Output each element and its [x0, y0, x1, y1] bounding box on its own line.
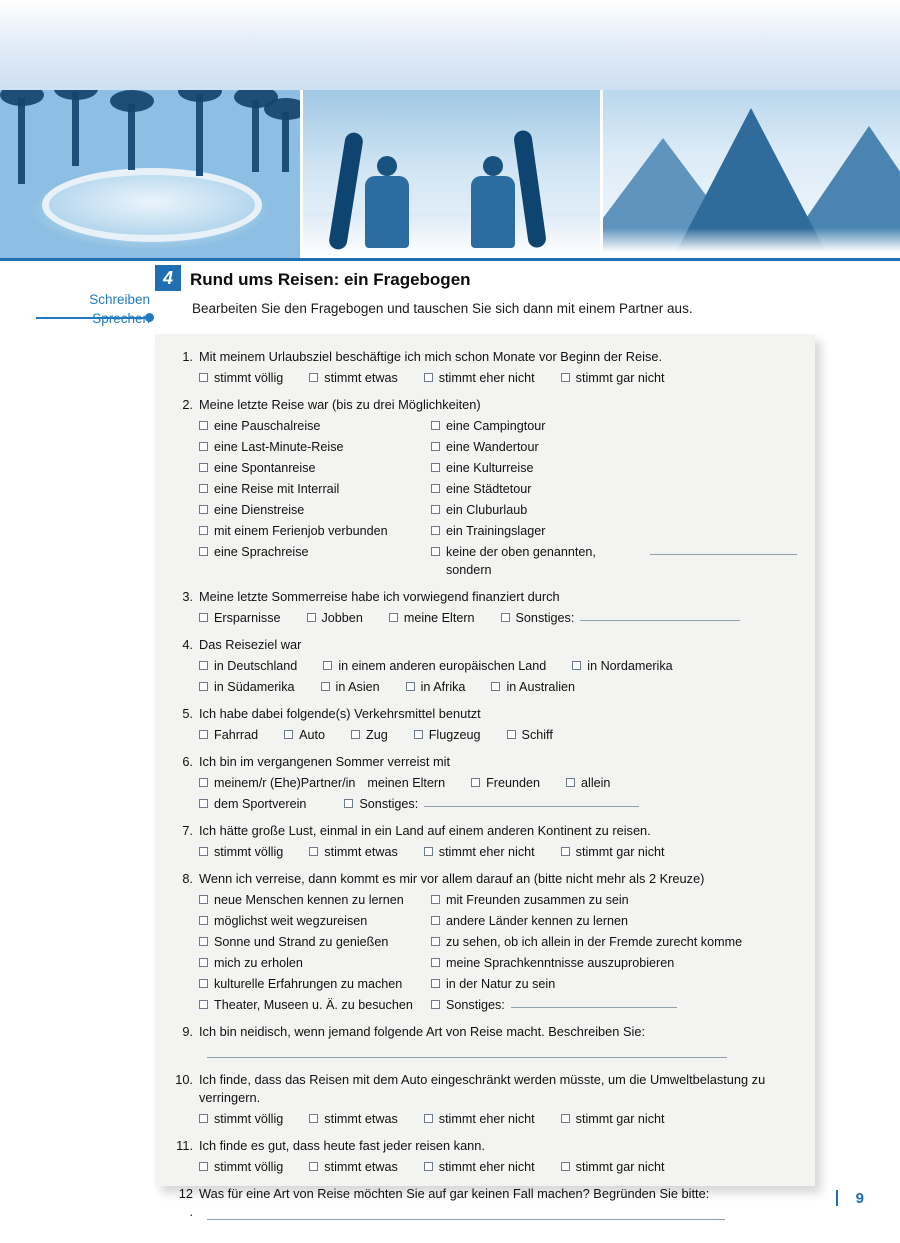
option-label: in Australien — [506, 680, 576, 694]
option-label: stimmt gar nicht — [575, 845, 665, 859]
question-number: 3. — [182, 589, 193, 604]
option-label: ein Cluburlaub — [446, 503, 528, 517]
checkbox-icon[interactable] — [351, 730, 360, 739]
checkbox-icon[interactable] — [507, 730, 516, 739]
checkbox-icon[interactable] — [431, 442, 440, 451]
checkbox-option[interactable] — [424, 843, 535, 861]
checkbox-option[interactable] — [431, 459, 797, 477]
checkbox-option[interactable] — [307, 609, 363, 627]
checkbox-icon[interactable] — [572, 661, 581, 670]
checkbox-option[interactable] — [431, 912, 797, 930]
option-label: in Südamerika — [214, 680, 295, 694]
checkbox-option[interactable] — [424, 1110, 535, 1128]
checkbox-option[interactable] — [199, 438, 431, 456]
option-column-left — [199, 414, 431, 579]
checkbox-option[interactable] — [199, 912, 431, 930]
option-label: möglichst weit wegzureisen — [214, 914, 368, 928]
checkbox-icon[interactable] — [424, 373, 433, 382]
question-12 — [175, 1185, 797, 1224]
question-number: 10. — [175, 1072, 193, 1087]
option-label: eine Campingtour — [446, 419, 546, 433]
pool-shape — [42, 168, 262, 242]
checkbox-option[interactable] — [199, 1158, 283, 1176]
checkbox-icon[interactable] — [199, 916, 208, 925]
palm-tree-icon — [72, 92, 79, 166]
option-label: Freunden — [486, 776, 541, 790]
question-9 — [175, 1023, 797, 1062]
checkbox-option[interactable] — [199, 609, 281, 627]
checkbox-option[interactable] — [501, 609, 741, 627]
option-label: stimmt gar nicht — [575, 1112, 665, 1126]
head-shape — [377, 156, 397, 176]
option-label: in Afrika — [420, 680, 466, 694]
checkbox-option[interactable] — [284, 726, 325, 744]
question-text: Wenn ich verreise, dann kommt es mir vor allem darauf an (bitte nicht mehr als 2 Kreuze) — [199, 871, 705, 886]
option-label: neue Menschen kennen zu lernen — [214, 893, 404, 907]
palm-tree-icon — [128, 104, 135, 170]
option-label: meine Sprachkenntnisse auszuprobieren — [446, 956, 675, 970]
option-label: Theater, Museen u. Ä. zu besuchen — [214, 998, 413, 1012]
checkbox-icon[interactable] — [199, 895, 208, 904]
checkbox-option[interactable] — [431, 438, 797, 456]
question-text: Ich habe dabei folgende(s) Verkehrsmittel benutzt — [199, 706, 481, 721]
checkbox-option[interactable] — [431, 891, 797, 909]
question-11 — [175, 1137, 797, 1176]
option-label: eine Sprachreise — [214, 545, 309, 559]
question-8 — [175, 870, 797, 1014]
question-number: 7. — [182, 823, 193, 838]
checkbox-icon[interactable] — [561, 847, 570, 856]
checkbox-icon[interactable] — [344, 799, 353, 808]
option-label: eine Pauschalreise — [214, 419, 321, 433]
option-column-right — [431, 888, 797, 1014]
checkbox-option[interactable] — [561, 1110, 665, 1128]
checkbox-option[interactable] — [199, 996, 431, 1014]
option-label: Auto — [299, 728, 326, 742]
option-label: andere Länder kennen zu lernen — [446, 914, 629, 928]
checkbox-icon[interactable] — [414, 730, 423, 739]
checkbox-option[interactable] — [367, 774, 445, 792]
checkbox-icon[interactable] — [431, 958, 440, 967]
question-number: 11. — [176, 1138, 193, 1153]
checkbox-icon[interactable] — [199, 463, 208, 472]
option-label: stimmt eher nicht — [438, 1160, 535, 1174]
checkbox-icon[interactable] — [431, 937, 440, 946]
checkbox-icon[interactable] — [199, 979, 208, 988]
checkbox-icon[interactable] — [561, 1162, 570, 1171]
checkbox-icon[interactable] — [491, 682, 500, 691]
option-row — [199, 723, 797, 744]
checkbox-icon[interactable] — [323, 661, 332, 670]
palm-tree-icon — [252, 100, 259, 172]
checkbox-icon[interactable] — [199, 778, 208, 787]
question-number: 4. — [182, 637, 193, 652]
checkbox-icon[interactable] — [199, 682, 208, 691]
checkbox-option[interactable] — [309, 369, 397, 387]
option-label: eine Kulturreise — [446, 461, 534, 475]
option-label: allein — [581, 776, 611, 790]
checkbox-icon[interactable] — [431, 979, 440, 988]
checkbox-option[interactable] — [431, 933, 797, 951]
option-row — [199, 606, 797, 627]
checkbox-icon[interactable] — [199, 937, 208, 946]
option-label: in Deutschland — [214, 659, 298, 673]
question-text: Ich bin neidisch, wenn jemand folgende Art von Reise macht. Beschreiben Sie: — [199, 1024, 646, 1039]
skill-bullet-dot — [145, 313, 154, 322]
option-label: stimmt etwas — [324, 1160, 398, 1174]
skill-labels — [30, 290, 150, 328]
option-row — [199, 1155, 797, 1176]
option-label: meinem/r (Ehe)Partner/in — [214, 776, 356, 790]
checkbox-icon[interactable] — [431, 421, 440, 430]
question-text: Ich hätte große Lust, einmal in ein Land auf einem anderen Kontinent zu reisen. — [199, 823, 651, 838]
checkbox-option[interactable] — [199, 459, 431, 477]
page-title: Rund ums Reisen: ein Fragebogen — [190, 270, 471, 289]
checkbox-option[interactable] — [431, 543, 797, 579]
checkbox-option[interactable] — [431, 954, 797, 972]
checkbox-icon[interactable] — [424, 847, 433, 856]
checkbox-option[interactable] — [424, 1158, 535, 1176]
question-3 — [175, 588, 797, 627]
option-label: stimmt eher nicht — [438, 845, 535, 859]
checkbox-icon[interactable] — [199, 526, 208, 535]
checkbox-icon[interactable] — [199, 1114, 208, 1123]
photo-mountains — [603, 90, 900, 258]
checkbox-icon[interactable] — [199, 958, 208, 967]
option-label: in der Natur zu sein — [446, 977, 556, 991]
option-label: Zug — [366, 728, 388, 742]
top-gradient-band — [0, 0, 900, 90]
option-label: ein Trainingslager — [446, 524, 546, 538]
checkbox-icon[interactable] — [199, 847, 208, 856]
option-row — [199, 771, 797, 792]
checkbox-icon[interactable] — [199, 484, 208, 493]
option-label: Schiff — [521, 728, 553, 742]
checkbox-option[interactable] — [309, 1110, 397, 1128]
checkbox-icon[interactable] — [199, 1000, 208, 1009]
option-label: Sonstiges: — [515, 611, 575, 625]
checkbox-option[interactable] — [424, 369, 535, 387]
checkbox-option[interactable] — [309, 1158, 397, 1176]
checkbox-option[interactable] — [431, 501, 797, 519]
checkbox-option[interactable] — [431, 522, 797, 540]
option-label: Sonstiges: — [359, 797, 419, 811]
page-number: 9 — [855, 1190, 864, 1207]
option-label: stimmt etwas — [324, 845, 398, 859]
checkbox-option[interactable] — [199, 678, 295, 696]
question-7 — [175, 822, 797, 861]
question-4 — [175, 636, 797, 696]
checkbox-option[interactable] — [561, 1158, 665, 1176]
checkbox-icon[interactable] — [431, 895, 440, 904]
checkbox-icon[interactable] — [199, 373, 208, 382]
option-label: stimmt gar nicht — [575, 1160, 665, 1174]
skill-underline — [36, 317, 148, 319]
checkbox-icon[interactable] — [199, 442, 208, 451]
write-in-line[interactable] — [650, 543, 797, 555]
question-6 — [175, 753, 797, 813]
checkbox-icon[interactable] — [431, 916, 440, 925]
photo-pool — [0, 90, 300, 258]
checkbox-option[interactable] — [199, 975, 431, 993]
checkbox-icon[interactable] — [389, 613, 398, 622]
checkbox-icon[interactable] — [284, 730, 293, 739]
option-label: mit Freunden zusammen zu sein — [446, 893, 629, 907]
body-shape — [365, 176, 409, 248]
checkbox-option[interactable] — [561, 369, 665, 387]
checkbox-icon[interactable] — [561, 1114, 570, 1123]
checkbox-option[interactable] — [431, 975, 797, 993]
snow-haze — [603, 228, 900, 258]
checkbox-option[interactable] — [199, 891, 431, 909]
answer-line[interactable] — [207, 1219, 725, 1220]
checkbox-icon[interactable] — [561, 373, 570, 382]
question-text: Ich finde es gut, dass heute fast jeder reisen kann. — [199, 1138, 485, 1153]
question-10 — [175, 1071, 797, 1128]
option-label: stimmt völlig — [214, 1160, 284, 1174]
option-label: stimmt gar nicht — [575, 371, 665, 385]
palm-tree-icon — [18, 98, 25, 184]
checkbox-icon[interactable] — [199, 661, 208, 670]
option-label: Sonne und Strand zu genießen — [214, 935, 389, 949]
question-number: 1. — [182, 349, 193, 364]
checkbox-option[interactable] — [199, 1110, 283, 1128]
checkbox-option[interactable] — [199, 657, 297, 675]
checkbox-icon[interactable] — [199, 613, 208, 622]
checkbox-icon[interactable] — [431, 463, 440, 472]
option-label: eine Städtetour — [446, 482, 532, 496]
page-number-rule — [836, 1190, 838, 1206]
checkbox-icon[interactable] — [199, 730, 208, 739]
checkbox-option[interactable] — [199, 522, 431, 540]
option-label: zu sehen, ob ich allein in der Fremde zurecht komme — [446, 935, 743, 949]
question-text: Was für eine Art von Reise möchten Sie auf gar keinen Fall machen? Begründen Sie bitte: — [199, 1186, 710, 1201]
option-label: Fahrrad — [214, 728, 259, 742]
option-label: stimmt eher nicht — [438, 371, 535, 385]
option-row — [199, 366, 797, 387]
checkbox-icon[interactable] — [199, 421, 208, 430]
option-label: eine Reise mit Interrail — [214, 482, 340, 496]
checkbox-icon[interactable] — [424, 1114, 433, 1123]
palm-tree-icon — [282, 112, 289, 172]
option-label: stimmt eher nicht — [438, 1112, 535, 1126]
checkbox-option[interactable] — [199, 480, 431, 498]
header-divider — [0, 258, 900, 261]
checkbox-icon[interactable] — [566, 778, 575, 787]
checkbox-option[interactable] — [561, 843, 665, 861]
snowboarder-figure — [471, 156, 515, 248]
checkbox-icon[interactable] — [431, 547, 440, 556]
checkbox-option[interactable] — [199, 369, 283, 387]
option-label: stimmt völlig — [214, 845, 284, 859]
option-label: eine Dienstreise — [214, 503, 305, 517]
option-label: Ersparnisse — [214, 611, 281, 625]
skill-label-schreiben: Schreiben — [89, 292, 150, 307]
checkbox-option[interactable] — [471, 774, 540, 792]
question-text: Mit meinem Urlaubsziel beschäftige ich mich schon Monate vor Beginn der Reise. — [199, 349, 663, 364]
checkbox-option[interactable] — [431, 417, 797, 435]
checkbox-option[interactable] — [323, 657, 546, 675]
checkbox-icon[interactable] — [309, 1114, 318, 1123]
checkbox-icon[interactable] — [307, 613, 316, 622]
question-number: 6. — [182, 754, 193, 769]
checkbox-option[interactable] — [351, 726, 388, 744]
checkbox-option[interactable] — [414, 726, 481, 744]
write-in-line[interactable] — [424, 795, 639, 807]
checkbox-option[interactable] — [309, 843, 397, 861]
option-label: meine Eltern — [403, 611, 475, 625]
option-label: in Asien — [335, 680, 380, 694]
option-column-right — [431, 414, 797, 579]
checkbox-option[interactable] — [507, 726, 553, 744]
question-number: 12 . — [178, 1186, 193, 1219]
write-in-line[interactable] — [580, 609, 740, 621]
question-text: Das Reiseziel war — [199, 637, 302, 652]
checkbox-option[interactable] — [389, 609, 475, 627]
checkbox-icon[interactable] — [431, 484, 440, 493]
option-row — [199, 840, 797, 861]
checkbox-option[interactable] — [431, 996, 797, 1014]
question-number: 8. — [182, 871, 193, 886]
answer-line[interactable] — [207, 1057, 727, 1058]
option-label: stimmt völlig — [214, 371, 284, 385]
checkbox-option[interactable] — [199, 501, 431, 519]
option-label: stimmt völlig — [214, 1112, 284, 1126]
option-label: kulturelle Erfahrungen zu machen — [214, 977, 403, 991]
question-text: Meine letzte Reise war (bis zu drei Möglichkeiten) — [199, 397, 481, 412]
option-label: eine Spontanreise — [214, 461, 316, 475]
checkbox-icon[interactable] — [406, 682, 415, 691]
snowboarder-figure — [365, 156, 409, 248]
checkbox-option[interactable] — [199, 726, 258, 744]
checkbox-option[interactable] — [199, 843, 283, 861]
checkbox-option[interactable] — [572, 657, 672, 675]
checkbox-icon[interactable] — [471, 778, 480, 787]
checkbox-icon[interactable] — [199, 505, 208, 514]
question-number: 5. — [182, 706, 193, 721]
checkbox-option[interactable] — [199, 543, 431, 561]
option-label: keine der oben genannten, sondern — [446, 545, 596, 577]
option-label: mich zu erholen — [214, 956, 303, 970]
option-row — [199, 1107, 797, 1128]
option-column-left — [199, 888, 431, 1014]
checkbox-icon[interactable] — [431, 1000, 440, 1009]
option-row — [199, 654, 797, 675]
checkbox-option[interactable] — [199, 933, 431, 951]
question-text: Ich bin im vergangenen Sommer verreist mit — [199, 754, 451, 769]
checkbox-icon[interactable] — [431, 505, 440, 514]
checkbox-icon[interactable] — [199, 547, 208, 556]
option-label: mit einem Ferienjob verbunden — [214, 524, 388, 538]
option-label: meinen Eltern — [367, 776, 446, 790]
checkbox-icon[interactable] — [321, 682, 330, 691]
palm-tree-icon — [196, 94, 203, 176]
option-label: Flugzeug — [428, 728, 481, 742]
option-row — [199, 675, 797, 696]
question-number: 9. — [182, 1024, 193, 1039]
write-in-line[interactable] — [511, 996, 677, 1008]
checkbox-option[interactable] — [199, 954, 431, 972]
option-row — [199, 792, 797, 813]
question-2 — [175, 396, 797, 579]
checkbox-option[interactable] — [566, 774, 610, 792]
checkbox-option[interactable] — [199, 795, 306, 813]
option-label: dem Sportverein — [214, 797, 307, 811]
checkbox-option[interactable] — [406, 678, 466, 696]
question-5 — [175, 705, 797, 744]
body-shape — [471, 176, 515, 248]
option-label: stimmt etwas — [324, 371, 398, 385]
checkbox-option[interactable] — [491, 678, 575, 696]
questionnaire-box — [155, 334, 815, 1219]
checkbox-icon[interactable] — [424, 1162, 433, 1171]
checkbox-icon[interactable] — [309, 373, 318, 382]
checkbox-icon[interactable] — [309, 1162, 318, 1171]
checkbox-option[interactable] — [199, 774, 355, 792]
checkbox-option[interactable] — [344, 795, 639, 813]
option-label: eine Last-Minute-Reise — [214, 440, 344, 454]
photo-strip — [0, 90, 900, 258]
option-label: Jobben — [321, 611, 363, 625]
photo-snowboarders — [303, 90, 600, 258]
question-1 — [175, 348, 797, 387]
option-label: in Nordamerika — [587, 659, 673, 673]
option-label: eine Wandertour — [446, 440, 539, 454]
question-text: Ich finde, dass das Reisen mit dem Auto eingeschränkt werden müsste, um die Umweltbelastung zu verringern. — [199, 1072, 766, 1105]
checkbox-icon[interactable] — [431, 526, 440, 535]
task-number-badge: 4 — [155, 265, 181, 291]
question-number: 2. — [182, 397, 193, 412]
checkbox-icon[interactable] — [199, 1162, 208, 1171]
option-label: in einem anderen europäischen Land — [338, 659, 547, 673]
head-shape — [483, 156, 503, 176]
checkbox-icon[interactable] — [501, 613, 510, 622]
question-text: Meine letzte Sommerreise habe ich vorwiegend finanziert durch — [199, 589, 560, 604]
checkbox-option[interactable] — [199, 417, 431, 435]
option-label: stimmt etwas — [324, 1112, 398, 1126]
option-label: Sonstiges: — [446, 998, 505, 1012]
checkbox-option[interactable] — [431, 480, 797, 498]
checkbox-icon[interactable] — [309, 847, 318, 856]
checkbox-option[interactable] — [321, 678, 380, 696]
checkbox-icon[interactable] — [199, 799, 208, 808]
task-instructions: Bearbeiten Sie den Fragebogen und tauschen Sie sich dann mit einem Partner aus. — [192, 301, 693, 316]
